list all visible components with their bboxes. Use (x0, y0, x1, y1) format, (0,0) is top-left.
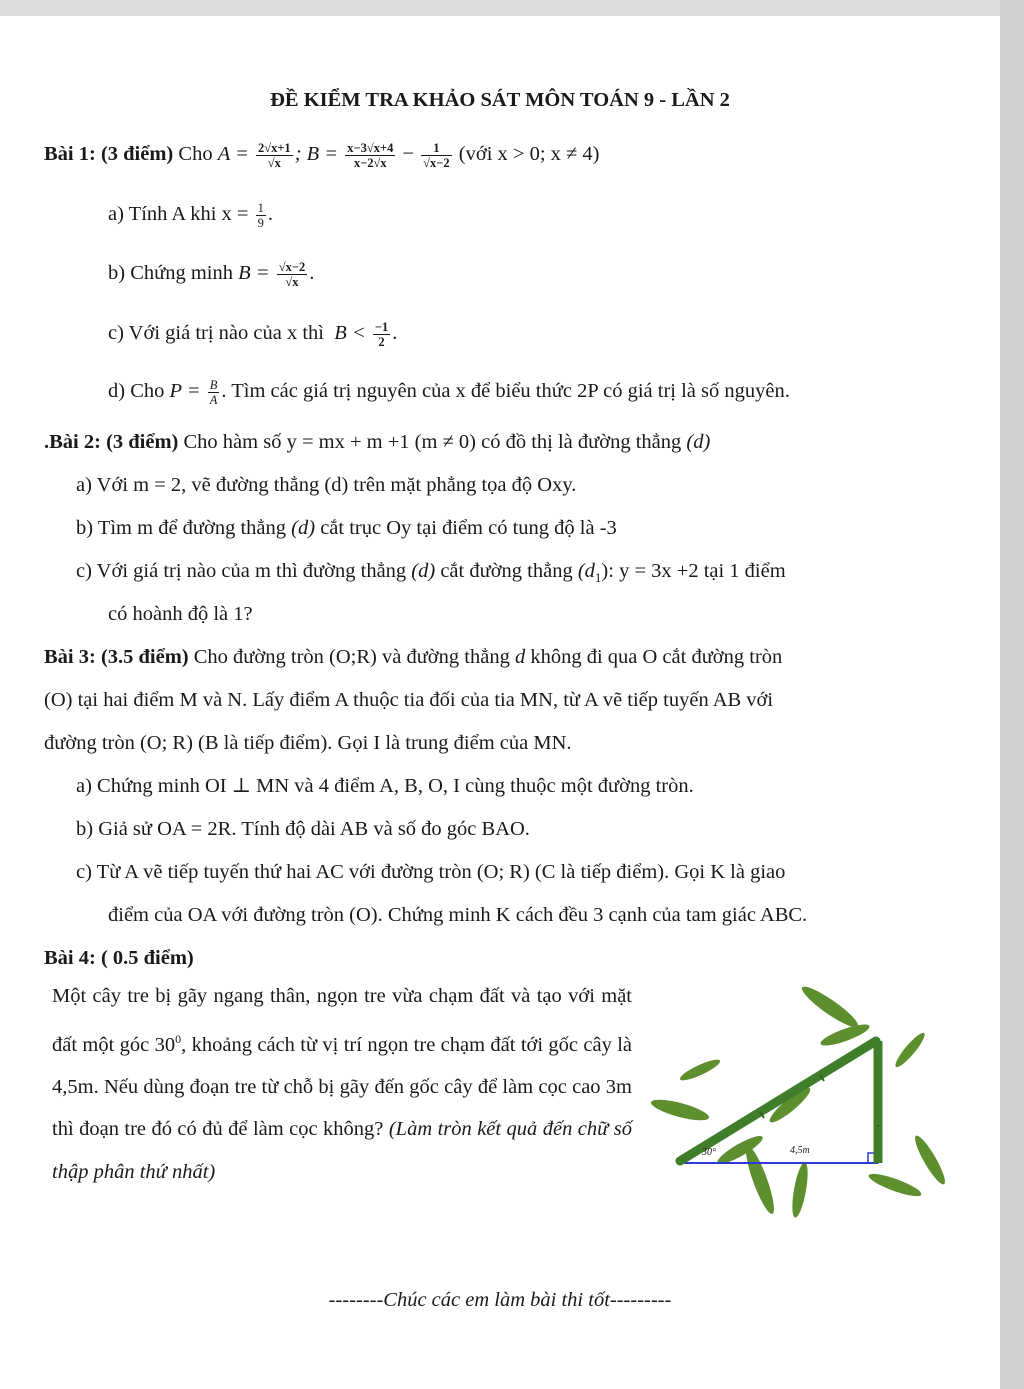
bai1-b: b) Chứng minh B = $\frac{√x-2}{√x}$ . (108, 259, 315, 289)
bai1-a: a) Tính A khi x = $\frac{1}{9}$ . (108, 200, 273, 230)
page-title: ĐỀ KIỂM TRA KHẢO SÁT MÔN TOÁN 9 - LẦN 2 (270, 89, 730, 111)
fraction-1-9: $\frac{1}{9}$ (257, 200, 264, 230)
bamboo-figure (640, 975, 960, 1230)
bai3-line2: (O) tại hai điểm M và N. Lấy điểm A thuộc tia đối của tia MN, từ A vẽ tiếp tuyến AB với (44, 689, 774, 711)
bai1-label: Bài 1 (44, 143, 89, 165)
fraction-c: $\frac{-1}{2}$ (374, 319, 389, 349)
bai3-line3: đường tròn (O; R) (B là tiếp điểm). Gọi I là trung điểm của MN. (44, 732, 572, 754)
bai2-b: b) Tìm m để đường thẳng (d) cắt trục Oy tại điểm có tung độ là -3 (76, 517, 617, 539)
bai3-c: c) Từ A vẽ tiếp tuyến thứ hai AC với đường tròn (O; R) (C là tiếp điểm). Gọi K là giao (76, 861, 786, 883)
bai1-c: c) Với giá trị nào của x thì B < $\frac{-1}{2}$ . (108, 319, 398, 349)
fraction-B2: $\frac{1}{√x-2}$ (423, 140, 450, 170)
bai2-c-cont: có hoành độ là 1? (108, 603, 253, 625)
bai1-header: Bài 1: (3 điểm) Cho A = $\frac{2√x+1}{√x}$ ; B = $\frac{x-3√x+4}{x-2√x}$ − $\frac{1}{√x-2}$ (với x > 0; x ≠ 4) (44, 140, 600, 170)
fraction-d: $\frac{B}{A}$ (209, 377, 218, 407)
bai3-header: Bài 3: (3.5 điểm) Cho đường tròn (O;R) và đường thẳng d không đi qua O cắt đường tròn (44, 646, 783, 668)
leaf-icon (649, 982, 949, 1219)
bai2-c: c) Với giá trị nào của m thì đường thẳng (d) cắt đường thẳng $(d_1)$: y = 3x +2 tại 1 điểm (76, 560, 786, 586)
bai4-label: Bài 4: ( 0.5 điểm) (44, 947, 194, 969)
bai2-header: .Bài 2: (3 điểm) Cho hàm số y = mx + m +1 (m ≠ 0) có đồ thị là đường thẳng (d) (44, 431, 711, 453)
bai1-points: : (3 điểm) (89, 143, 174, 165)
bai3-a: a) Chứng minh OI ⊥ MN và 4 điểm A, B, O, I cùng thuộc một đường tròn. (76, 775, 694, 797)
bai1-intro: Cho (178, 143, 213, 165)
bai3-b: b) Giả sử OA = 2R. Tính độ dài AB và số đo góc BAO. (76, 818, 530, 840)
bai2-a: a) Với m = 2, vẽ đường thẳng (d) trên mặt phẳng tọa độ Oxy. (76, 474, 577, 496)
bai2-label: .Bài 2: (3 điểm) (44, 431, 179, 453)
bai1-condition: (với x > 0; x ≠ 4) (458, 143, 600, 165)
bai4-text: Một cây tre bị gãy ngang thân, ngọn tre vừa chạm đất và tạo với mặt đất một góc $30^0$, khoảng cách từ vị trí ngọn tre chạm đất tới gốc cây là 4,5m. Nếu dùng đoạn tre từ chỗ bị gãy đến gốc cây để làm cọc cao 3m thì đoạn tre đó có đủ để làm cọc không? (Làm tròn kết quả đến chữ số thập phân thứ nhất) (52, 985, 632, 1183)
viewer-top-bar (0, 0, 1024, 16)
bai3-c-cont: điểm của OA với đường tròn (O). Chứng minh K cách đều 3 cạnh của tam giác ABC. (108, 904, 808, 926)
fraction-B1: $\frac{x-3√x+4}{x-2√x}$ (347, 140, 394, 170)
fraction-A: $\frac{2√x+1}{√x}$ (257, 140, 291, 170)
bai1-d: d) Cho P = $\frac{B}{A}$ . Tìm các giá trị nguyên của x để biểu thức 2P có giá trị là số nguyên. (108, 377, 790, 407)
viewer-right-edge (1000, 0, 1024, 1389)
angle-label: 30° (702, 1147, 716, 1158)
fraction-b: $\frac{√x-2}{√x}$ (278, 259, 306, 289)
closing-line: --------Chúc các em làm bài thi tốt--------- (328, 1289, 672, 1311)
bai3-label: Bài 3: (3.5 điểm) (44, 646, 189, 668)
distance-label: 4,5m (790, 1145, 810, 1156)
